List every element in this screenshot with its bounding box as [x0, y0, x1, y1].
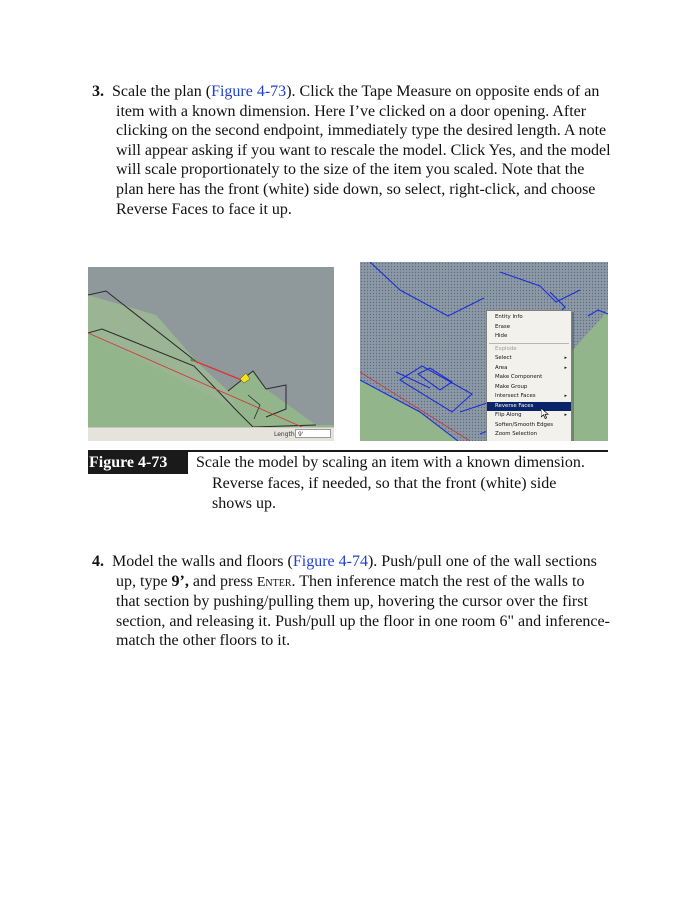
menu-item-make-group[interactable]	[487, 383, 571, 393]
menu-item-explode	[487, 345, 571, 355]
menu-item-label: Soften/Smooth Edges	[495, 421, 554, 428]
figure-caption-text: Scale the model by scaling an item with a known dimension. Reverse faces, if needed, so that the front (white) side shows up.	[196, 454, 585, 512]
step-3-number: 3.	[92, 83, 104, 100]
step-3-paragraph	[92, 82, 612, 219]
step-4-height-value: 9’,	[171, 572, 189, 590]
menu-item-reverse-faces[interactable]	[487, 402, 571, 412]
menu-item-erase[interactable]	[487, 323, 571, 333]
menu-item-label: Erase	[495, 323, 511, 330]
figure-caption	[196, 453, 591, 515]
step-4	[92, 552, 612, 651]
context-menu	[486, 310, 572, 441]
menu-item-label: Flip Along	[495, 412, 522, 418]
figure-4-74-link[interactable]: Figure 4-74	[292, 553, 368, 570]
menu-item-select[interactable]	[487, 354, 571, 364]
menu-item-label: Explode	[495, 345, 517, 352]
length-input[interactable]: 9'	[295, 429, 331, 438]
tape-measure-scene	[88, 267, 334, 441]
step-3-text-b: ). Click the Tape Measure on opposite ends of an item with a known dimension. Here I’ve clicked on a door opening. After clicking on the second endpoint, immediately type the desired length. A note will appear asking if you want to rescale the model. Click Yes, and the model will scale proportionately to the size of the item you scaled. Note that the plan here has the front (white) side down, so select, right-click, and choose Reverse Faces to face it up.	[116, 83, 611, 218]
menu-item-flip-along[interactable]	[487, 411, 571, 421]
menu-item-label: Select	[495, 355, 512, 361]
figure-4-73-left-screenshot	[88, 267, 334, 441]
submenu-arrow-icon: ▸	[564, 355, 567, 361]
step-4-text-b: ). Push/pull one of the wall sections up, type	[116, 553, 597, 590]
submenu-arrow-icon: ▸	[564, 412, 567, 418]
menu-item-label: Reverse Faces	[495, 402, 534, 409]
menu-item-label: Hide	[495, 333, 508, 339]
menu-item-label: Make Group	[495, 383, 528, 390]
figure-4-73-link[interactable]: Figure 4-73	[211, 83, 287, 100]
step-4-number: 4.	[92, 553, 104, 570]
menu-item-label: Zoom Selection	[495, 431, 538, 437]
menu-item-intersect-faces[interactable]	[487, 392, 571, 402]
step-4-text-d: . Then inference match the rest of the walls to that section by pushing/pulling them up, hovering the cursor over the first section, and releasing it. Push/pull up the floor in one room 6" and inference-match the other floors to it.	[116, 572, 610, 650]
menu-item-area[interactable]	[487, 364, 571, 374]
step-3	[92, 82, 612, 219]
mouse-pointer-icon	[541, 408, 549, 419]
menu-item-soften-smooth-edges[interactable]	[487, 421, 571, 431]
status-bar	[88, 427, 334, 441]
step-3-text-a: Scale the plan (	[112, 83, 212, 100]
menu-item-entity-info[interactable]	[487, 313, 571, 323]
submenu-arrow-icon: ▸	[564, 364, 567, 371]
menu-item-make-component[interactable]	[487, 373, 571, 383]
figure-label: Figure 4-73	[88, 452, 188, 474]
menu-item-label: Make Component	[495, 374, 543, 380]
menu-item-label: Entity Info	[495, 314, 523, 320]
menu-item-zoom-selection[interactable]	[487, 430, 571, 440]
menu-item-label: Area	[495, 364, 508, 371]
figure-4-73-right-screenshot	[360, 262, 608, 441]
step-4-text-c: and press	[188, 572, 257, 590]
menu-item-label: Intersect Faces	[495, 393, 536, 399]
length-label: Length	[274, 431, 295, 438]
step-4-text-a: Model the walls and floors (	[112, 553, 293, 570]
enter-key: Enter	[256, 574, 292, 590]
menu-separator	[489, 343, 569, 344]
submenu-arrow-icon: ▸	[564, 393, 567, 399]
menu-item-hide[interactable]	[487, 332, 571, 342]
step-4-paragraph	[92, 552, 612, 651]
